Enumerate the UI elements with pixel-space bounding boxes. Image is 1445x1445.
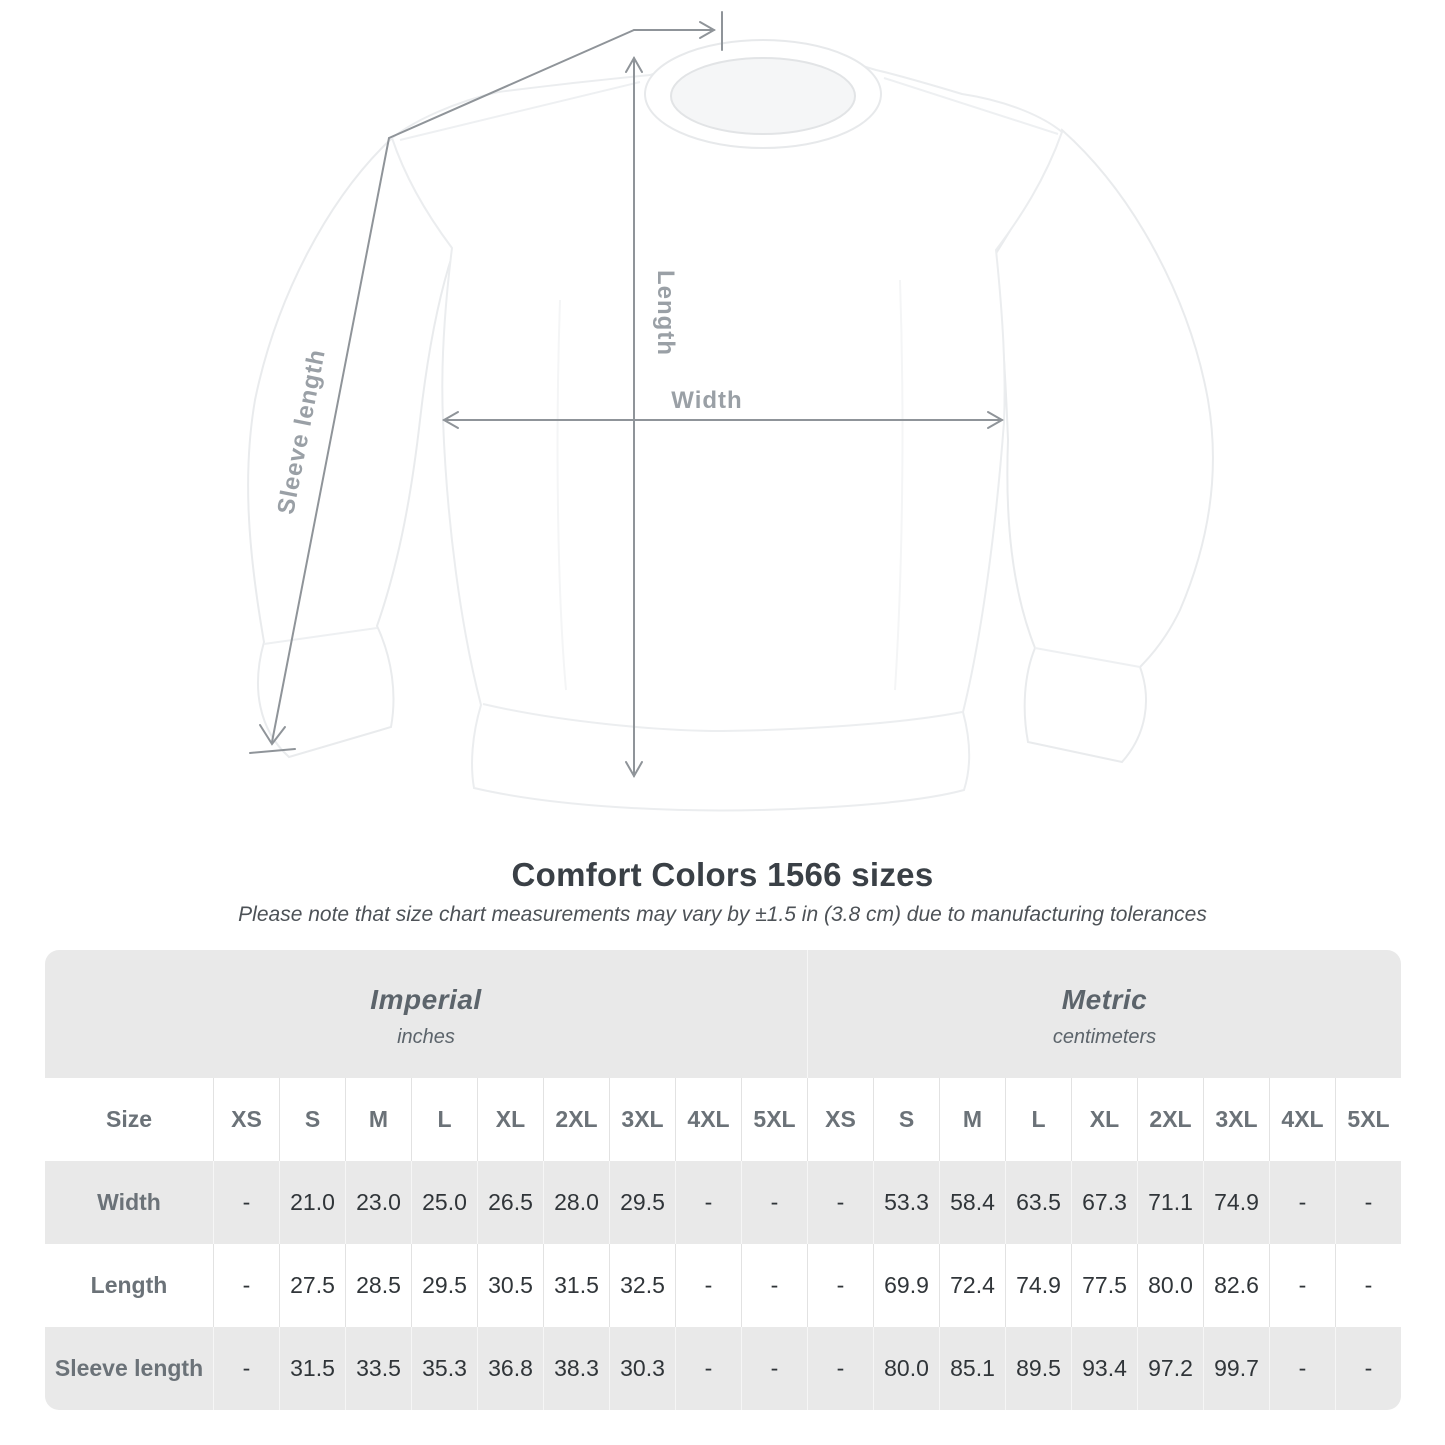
value-cell: 67.3 [1082,1189,1127,1215]
row-label: Width [97,1189,161,1215]
size-col-header: 5XL [753,1106,796,1132]
imperial-unit: inches [397,1025,455,1048]
neck-opening [671,58,855,134]
size-col-header: 4XL [1281,1106,1324,1132]
size-col-header: S [898,1106,915,1132]
value-cell: - [770,1355,779,1381]
value-cell: 31.5 [554,1272,599,1298]
row-label: Length [90,1272,168,1298]
value-cell: 36.8 [488,1355,533,1381]
size-row-label: Size [105,1106,153,1132]
metric-unit: centimeters [1052,1025,1157,1048]
value-cell: 74.9 [1214,1189,1259,1215]
value-cell: 28.5 [356,1272,401,1298]
imperial-header [45,950,807,1078]
value-cell: 27.5 [290,1272,335,1298]
value-cell: 82.6 [1214,1272,1259,1298]
value-cell: - [242,1272,251,1298]
sweatshirt-body [392,53,1062,810]
value-cell: - [704,1355,713,1381]
value-cell: - [704,1189,713,1215]
value-cell: 26.5 [488,1189,533,1215]
size-col-header: XL [495,1106,526,1132]
imperial-system-name: Imperial [370,983,482,1015]
size-col-header: M [962,1106,983,1132]
value-cell: - [1298,1189,1307,1215]
value-cell: 89.5 [1016,1355,1061,1381]
row-label: Sleeve length [54,1355,204,1381]
value-cell: 23.0 [356,1189,401,1215]
value-cell: - [1364,1355,1373,1381]
value-cell: - [836,1355,845,1381]
value-cell: - [770,1272,779,1298]
sweatshirt-right-sleeve [995,130,1213,762]
value-cell: - [1298,1355,1307,1381]
size-col-header: 2XL [555,1106,598,1132]
value-cell: 80.0 [884,1355,929,1381]
value-cell: - [836,1189,845,1215]
value-cell: 77.5 [1082,1272,1127,1298]
tolerance-note: Please note that size chart measurements may vary by ±1.5 in (3.8 cm) due to manufacturing tolerances [238,903,1207,926]
size-col-header: XL [1089,1106,1120,1132]
size-col-header: 3XL [1215,1106,1258,1132]
value-cell: 29.5 [422,1272,467,1298]
value-cell: - [1364,1189,1373,1215]
size-col-header: M [368,1106,389,1132]
width-label: Width [671,387,743,414]
value-cell: 74.9 [1016,1272,1061,1298]
value-cell: 99.7 [1214,1355,1259,1381]
size-col-header: 2XL [1149,1106,1192,1132]
value-cell: 53.3 [884,1189,929,1215]
size-col-header: 5XL [1347,1106,1390,1132]
value-cell: - [242,1355,251,1381]
value-cell: 85.1 [950,1355,995,1381]
value-cell: 69.9 [884,1272,929,1298]
value-cell: 97.2 [1148,1355,1193,1381]
value-cell: 93.4 [1082,1355,1127,1381]
value-cell: 63.5 [1016,1189,1061,1215]
size-col-header: 3XL [621,1106,664,1132]
value-cell: - [770,1189,779,1215]
value-cell: 28.0 [554,1189,599,1215]
value-cell: 21.0 [290,1189,335,1215]
length-label: Length [652,270,679,356]
value-cell: 32.5 [620,1272,665,1298]
size-col-header: S [304,1106,321,1132]
sleeve-length-label: Sleeve length [272,346,331,517]
size-col-header: XS [231,1106,262,1132]
size-col-header: XS [825,1106,856,1132]
value-cell: 72.4 [950,1272,995,1298]
value-cell: 58.4 [950,1189,995,1215]
value-cell: - [704,1272,713,1298]
page-title: Comfort Colors 1566 sizes [511,856,934,893]
size-col-header: L [1031,1106,1046,1132]
value-cell: 30.3 [620,1355,665,1381]
value-cell: 25.0 [422,1189,467,1215]
metric-header [807,950,1401,1078]
value-cell: 30.5 [488,1272,533,1298]
value-cell: - [836,1272,845,1298]
value-cell: - [1364,1272,1373,1298]
value-cell: 29.5 [620,1189,665,1215]
value-cell: - [242,1189,251,1215]
value-cell: - [1298,1272,1307,1298]
value-cell: 80.0 [1148,1272,1193,1298]
value-cell: 38.3 [554,1355,599,1381]
size-chart-table [45,950,1401,1410]
sweatshirt-left-sleeve [248,138,455,757]
metric-system-name: Metric [1061,983,1148,1015]
value-cell: 71.1 [1148,1189,1193,1215]
value-cell: 31.5 [290,1355,335,1381]
size-col-header: L [437,1106,452,1132]
value-cell: 33.5 [356,1355,401,1381]
value-cell: 35.3 [422,1355,467,1381]
size-col-header: 4XL [687,1106,730,1132]
